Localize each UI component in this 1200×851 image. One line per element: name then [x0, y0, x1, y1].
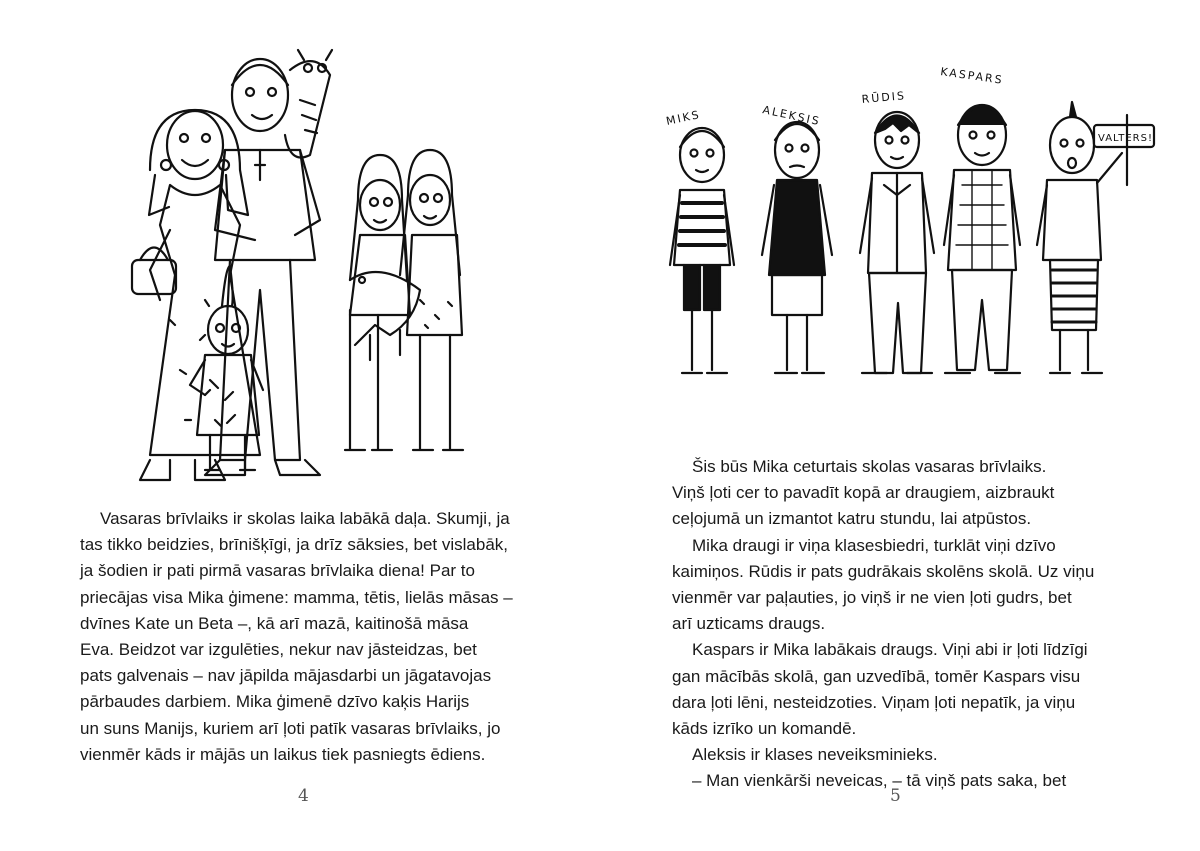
- left-page-text: [80, 506, 550, 768]
- paragraph-line: pārbaudes darbiem. Mika ģimenē dzīvo kaķis Harijs: [80, 692, 470, 712]
- paragraph-line: kāds izrīko un komandē.: [672, 719, 857, 739]
- paragraph-line: Aleksis ir klases neveiksminieks.: [692, 745, 938, 765]
- label-miks: MIKS: [664, 107, 702, 128]
- label-rudis: RŪDIS: [861, 89, 907, 106]
- label-valters: VALTERS!: [1098, 133, 1153, 144]
- paragraph-line: un suns Manijs, kuriem arī ļoti patīk vasaras brīvlaiks, jo: [80, 718, 501, 738]
- paragraph-line: – Man vienkārši neveicas, – tā viņš pats saka, bet: [692, 771, 1067, 791]
- label-aleksis: ALEKSIS: [761, 103, 822, 129]
- boys-illustration-icon: [662, 55, 1162, 400]
- label-kaspars: KASPARS: [939, 65, 1005, 87]
- paragraph-line: gan mācībās skolā, gan uzvedībā, tomēr Kaspars visu: [672, 666, 1081, 686]
- paragraph-line: vienmēr kāds ir mājās un laikus tiek pasniegts ēdiens.: [80, 744, 486, 764]
- paragraph-line: Eva. Beidzot var izgulēties, nekur nav jāsteidzas, bet: [80, 640, 477, 660]
- paragraph-line: ceļojumā un izmantot katru stundu, lai atpūstos.: [672, 509, 1032, 529]
- right-page: [600, 0, 1200, 851]
- paragraph-line: Šis būs Mika ceturtais skolas vasaras brīvlaiks.: [692, 457, 1047, 476]
- paragraph-line: dvīnes Kate un Beta –, kā arī mazā, kaitinošā māsa: [80, 613, 469, 633]
- paragraph-line: Vasaras brīvlaiks ir skolas laika labākā daļa. Skumji, ja: [100, 509, 510, 528]
- paragraph-line: tas tikko beidzies, brīnišķīgi, ja drīz sāksies, bet vislabāk,: [80, 535, 509, 555]
- paragraph-line: pats galvenais – nav jāpilda mājasdarbi un jāgatavojas: [80, 666, 492, 686]
- paragraph-line: kaimiņos. Rūdis ir pats gudrākais skolēns skolā. Uz viņu: [672, 561, 1095, 581]
- family-illustration-icon: [110, 40, 490, 485]
- paragraph-line: priecājas visa Mika ģimene: mamma, tētis, lielās māsas –: [80, 587, 513, 607]
- paragraph-line: Kaspars ir Mika labākais draugs. Viņi abi ir ļoti līdzīgi: [692, 640, 1088, 660]
- right-page-text: [672, 454, 1142, 795]
- paragraph-line: Mika draugi ir viņa klasesbiedri, turklāt viņi dzīvo: [692, 535, 1056, 555]
- page-number: 5: [890, 786, 901, 806]
- paragraph-line: ja šodien ir pati pirmā vasaras brīvlaika diena! Par to: [80, 561, 475, 581]
- paragraph-line: dara ļoti lēni, nesteidzoties. Viņam ļoti nepatīk, ja viņu: [672, 692, 1076, 712]
- paragraph-line: arī uzticams draugs.: [672, 614, 826, 634]
- paragraph-line: vienmēr var paļauties, jo viņš ir ne vien ļoti gudrs, bet: [672, 588, 1072, 608]
- page-number: 4: [298, 786, 309, 806]
- paragraph-line: Viņš ļoti cer to pavadīt kopā ar draugiem, aizbraukt: [672, 483, 1055, 503]
